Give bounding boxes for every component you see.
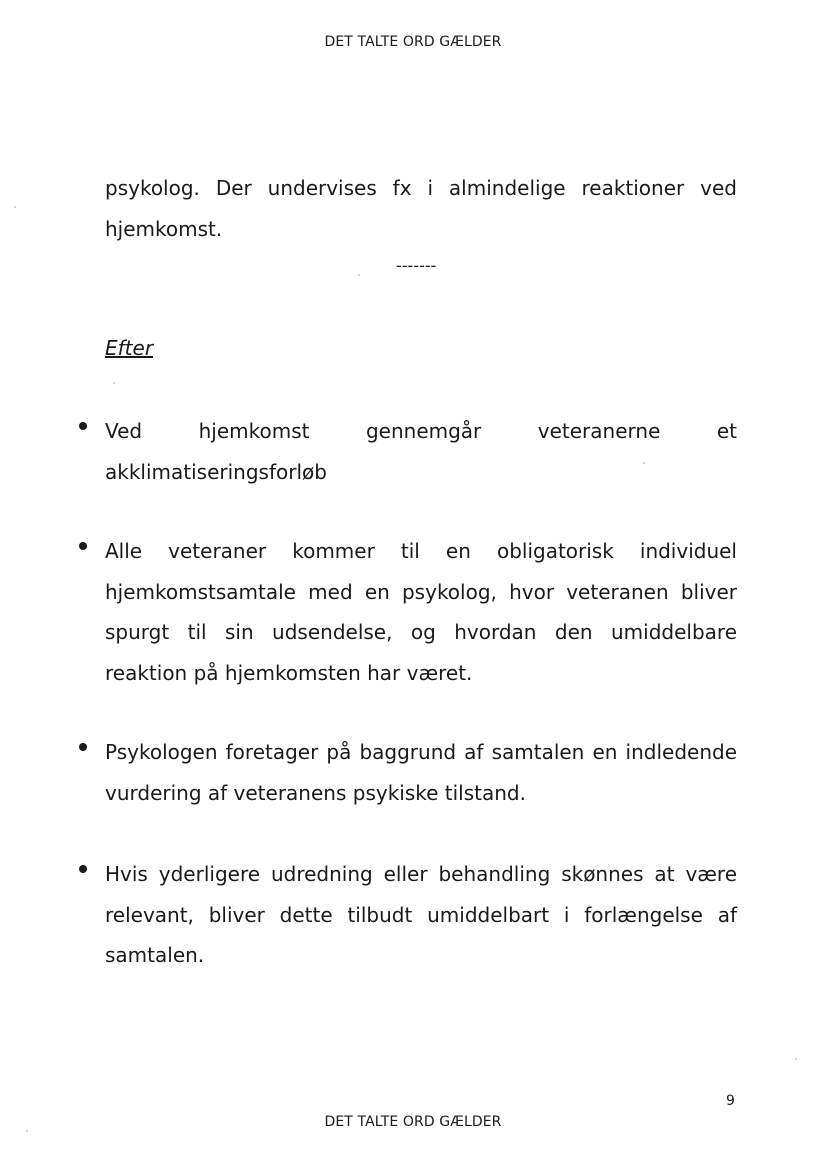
scan-speck <box>795 1058 797 1060</box>
bullet-text <box>105 411 737 492</box>
section-heading-efter: Efter <box>105 336 154 360</box>
bullet-icon <box>79 542 87 550</box>
bullet-icon <box>79 743 87 751</box>
bullet-line: Psykologen foretager på baggrund af samtalen en indledende <box>105 740 737 764</box>
bullet-icon <box>79 865 87 873</box>
page-number: 9 <box>726 1093 735 1109</box>
scan-speck <box>113 382 115 384</box>
intro-paragraph <box>105 168 737 249</box>
page-header: DET TALTE ORD GÆLDER <box>324 34 502 50</box>
page-footer: DET TALTE ORD GÆLDER <box>324 1114 502 1130</box>
scan-speck <box>26 1130 28 1132</box>
bullet-line: Alle veteraner kommer til en obligatorisk individuel <box>105 539 737 563</box>
scan-speck <box>14 206 16 208</box>
bullet-text <box>105 531 737 693</box>
bullet-line: vurdering af veteranens psykiske tilstand. <box>105 780 526 805</box>
bullet-line: hjemkomstsamtale med en psykolog, hvor veteranen bliver <box>105 579 737 604</box>
bullet-text <box>105 854 737 976</box>
bullet-line: på hjemkomsten har været. <box>193 660 473 685</box>
intro-line: hjemkomst. <box>105 216 223 241</box>
bullet-item <box>105 411 737 492</box>
bullet-line: spurgt til sin udsendelse, og hvordan den umiddelbare reaktion <box>105 620 737 685</box>
section-separator: ------- <box>396 256 437 275</box>
bullet-line: Ved hjemkomst gennemgår veteranerne et <box>105 419 737 443</box>
bullet-icon <box>79 422 87 430</box>
scan-speck <box>358 274 360 276</box>
bullet-line: akklimatiseringsforløb <box>105 459 327 484</box>
bullet-item <box>105 854 737 976</box>
bullet-item <box>105 531 737 693</box>
bullet-text <box>105 732 737 813</box>
intro-line: psykolog. Der undervises fx i almindelige reaktioner ved <box>105 176 737 200</box>
scan-speck <box>643 462 645 464</box>
bullet-line: Hvis yderligere udredning eller behandling skønnes at være <box>105 862 737 886</box>
bullet-item <box>105 732 737 813</box>
bullet-line: relevant, bliver dette tilbudt umiddelbart i forlængelse af <box>105 902 737 927</box>
bullet-line: samtalen. <box>105 943 205 967</box>
